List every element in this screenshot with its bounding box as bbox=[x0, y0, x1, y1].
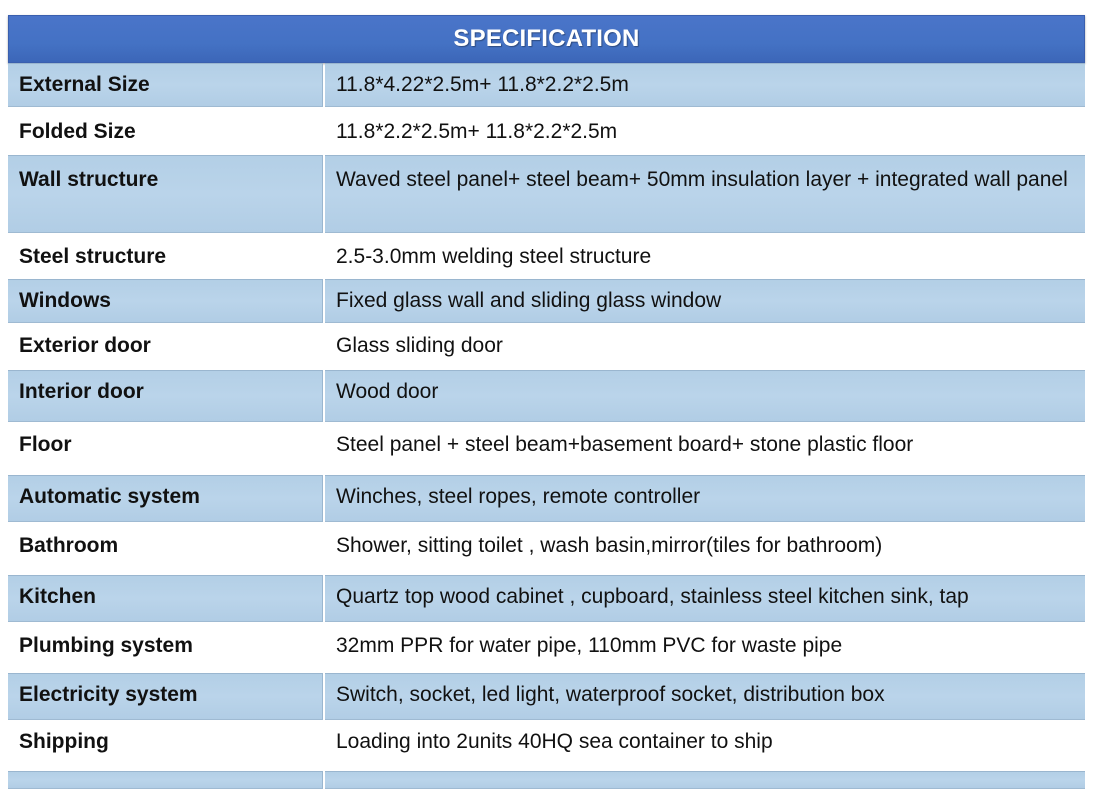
table-row-electricity-system bbox=[8, 673, 1085, 720]
row-label: Interior door bbox=[8, 370, 323, 422]
row-label: Bathroom bbox=[8, 522, 323, 575]
row-label: Exterior door bbox=[8, 323, 323, 370]
row-value: Winches, steel ropes, remote controller bbox=[325, 475, 1085, 522]
row-value: Switch, socket, led light, waterproof socket, distribution box bbox=[325, 673, 1085, 720]
row-value: Fixed glass wall and sliding glass window bbox=[325, 279, 1085, 323]
row-label: Folded Size bbox=[8, 107, 323, 155]
table-row-folded-size bbox=[8, 107, 1085, 155]
table-row-empty bbox=[8, 771, 1085, 789]
table-row-plumbing-system bbox=[8, 622, 1085, 673]
table-row-interior-door bbox=[8, 370, 1085, 422]
row-value: Shower, sitting toilet , wash basin,mirror(tiles for bathroom) bbox=[325, 522, 1085, 575]
row-value: Quartz top wood cabinet , cupboard, stainless steel kitchen sink, tap bbox=[325, 575, 1085, 622]
row-value: 32mm PPR for water pipe, 110mm PVC for waste pipe bbox=[325, 622, 1085, 673]
row-label: Steel structure bbox=[8, 233, 323, 279]
table-row-steel-structure bbox=[8, 233, 1085, 279]
row-value: 2.5-3.0mm welding steel structure bbox=[325, 233, 1085, 279]
row-value: Steel panel + steel beam+basement board+ stone plastic floor bbox=[325, 422, 1085, 475]
table-row-floor bbox=[8, 422, 1085, 475]
row-value: 11.8*4.22*2.5m+ 11.8*2.2*2.5m bbox=[325, 63, 1085, 107]
specification-table bbox=[8, 15, 1085, 789]
row-value bbox=[325, 771, 1085, 789]
row-label: External Size bbox=[8, 63, 323, 107]
row-label: Automatic system bbox=[8, 475, 323, 522]
row-label: Wall structure bbox=[8, 155, 323, 233]
table-row-automatic-system bbox=[8, 475, 1085, 522]
table-row-bathroom bbox=[8, 522, 1085, 575]
row-value: 11.8*2.2*2.5m+ 11.8*2.2*2.5m bbox=[325, 107, 1085, 155]
table-row-exterior-door bbox=[8, 323, 1085, 370]
row-label bbox=[8, 771, 323, 789]
table-row-external-size bbox=[8, 63, 1085, 107]
row-value: Waved steel panel+ steel beam+ 50mm insulation layer + integrated wall panel bbox=[325, 155, 1085, 233]
table-row-kitchen bbox=[8, 575, 1085, 622]
row-label: Kitchen bbox=[8, 575, 323, 622]
row-label: Floor bbox=[8, 422, 323, 475]
table-title: SPECIFICATION bbox=[8, 15, 1085, 63]
table-row-windows bbox=[8, 279, 1085, 323]
table-row-shipping bbox=[8, 720, 1085, 771]
row-value: Glass sliding door bbox=[325, 323, 1085, 370]
row-label: Shipping bbox=[8, 720, 323, 771]
row-value: Wood door bbox=[325, 370, 1085, 422]
row-label: Plumbing system bbox=[8, 622, 323, 673]
table-row-wall-structure bbox=[8, 155, 1085, 233]
row-label: Windows bbox=[8, 279, 323, 323]
row-label: Electricity system bbox=[8, 673, 323, 720]
row-value: Loading into 2units 40HQ sea container to ship bbox=[325, 720, 1085, 771]
